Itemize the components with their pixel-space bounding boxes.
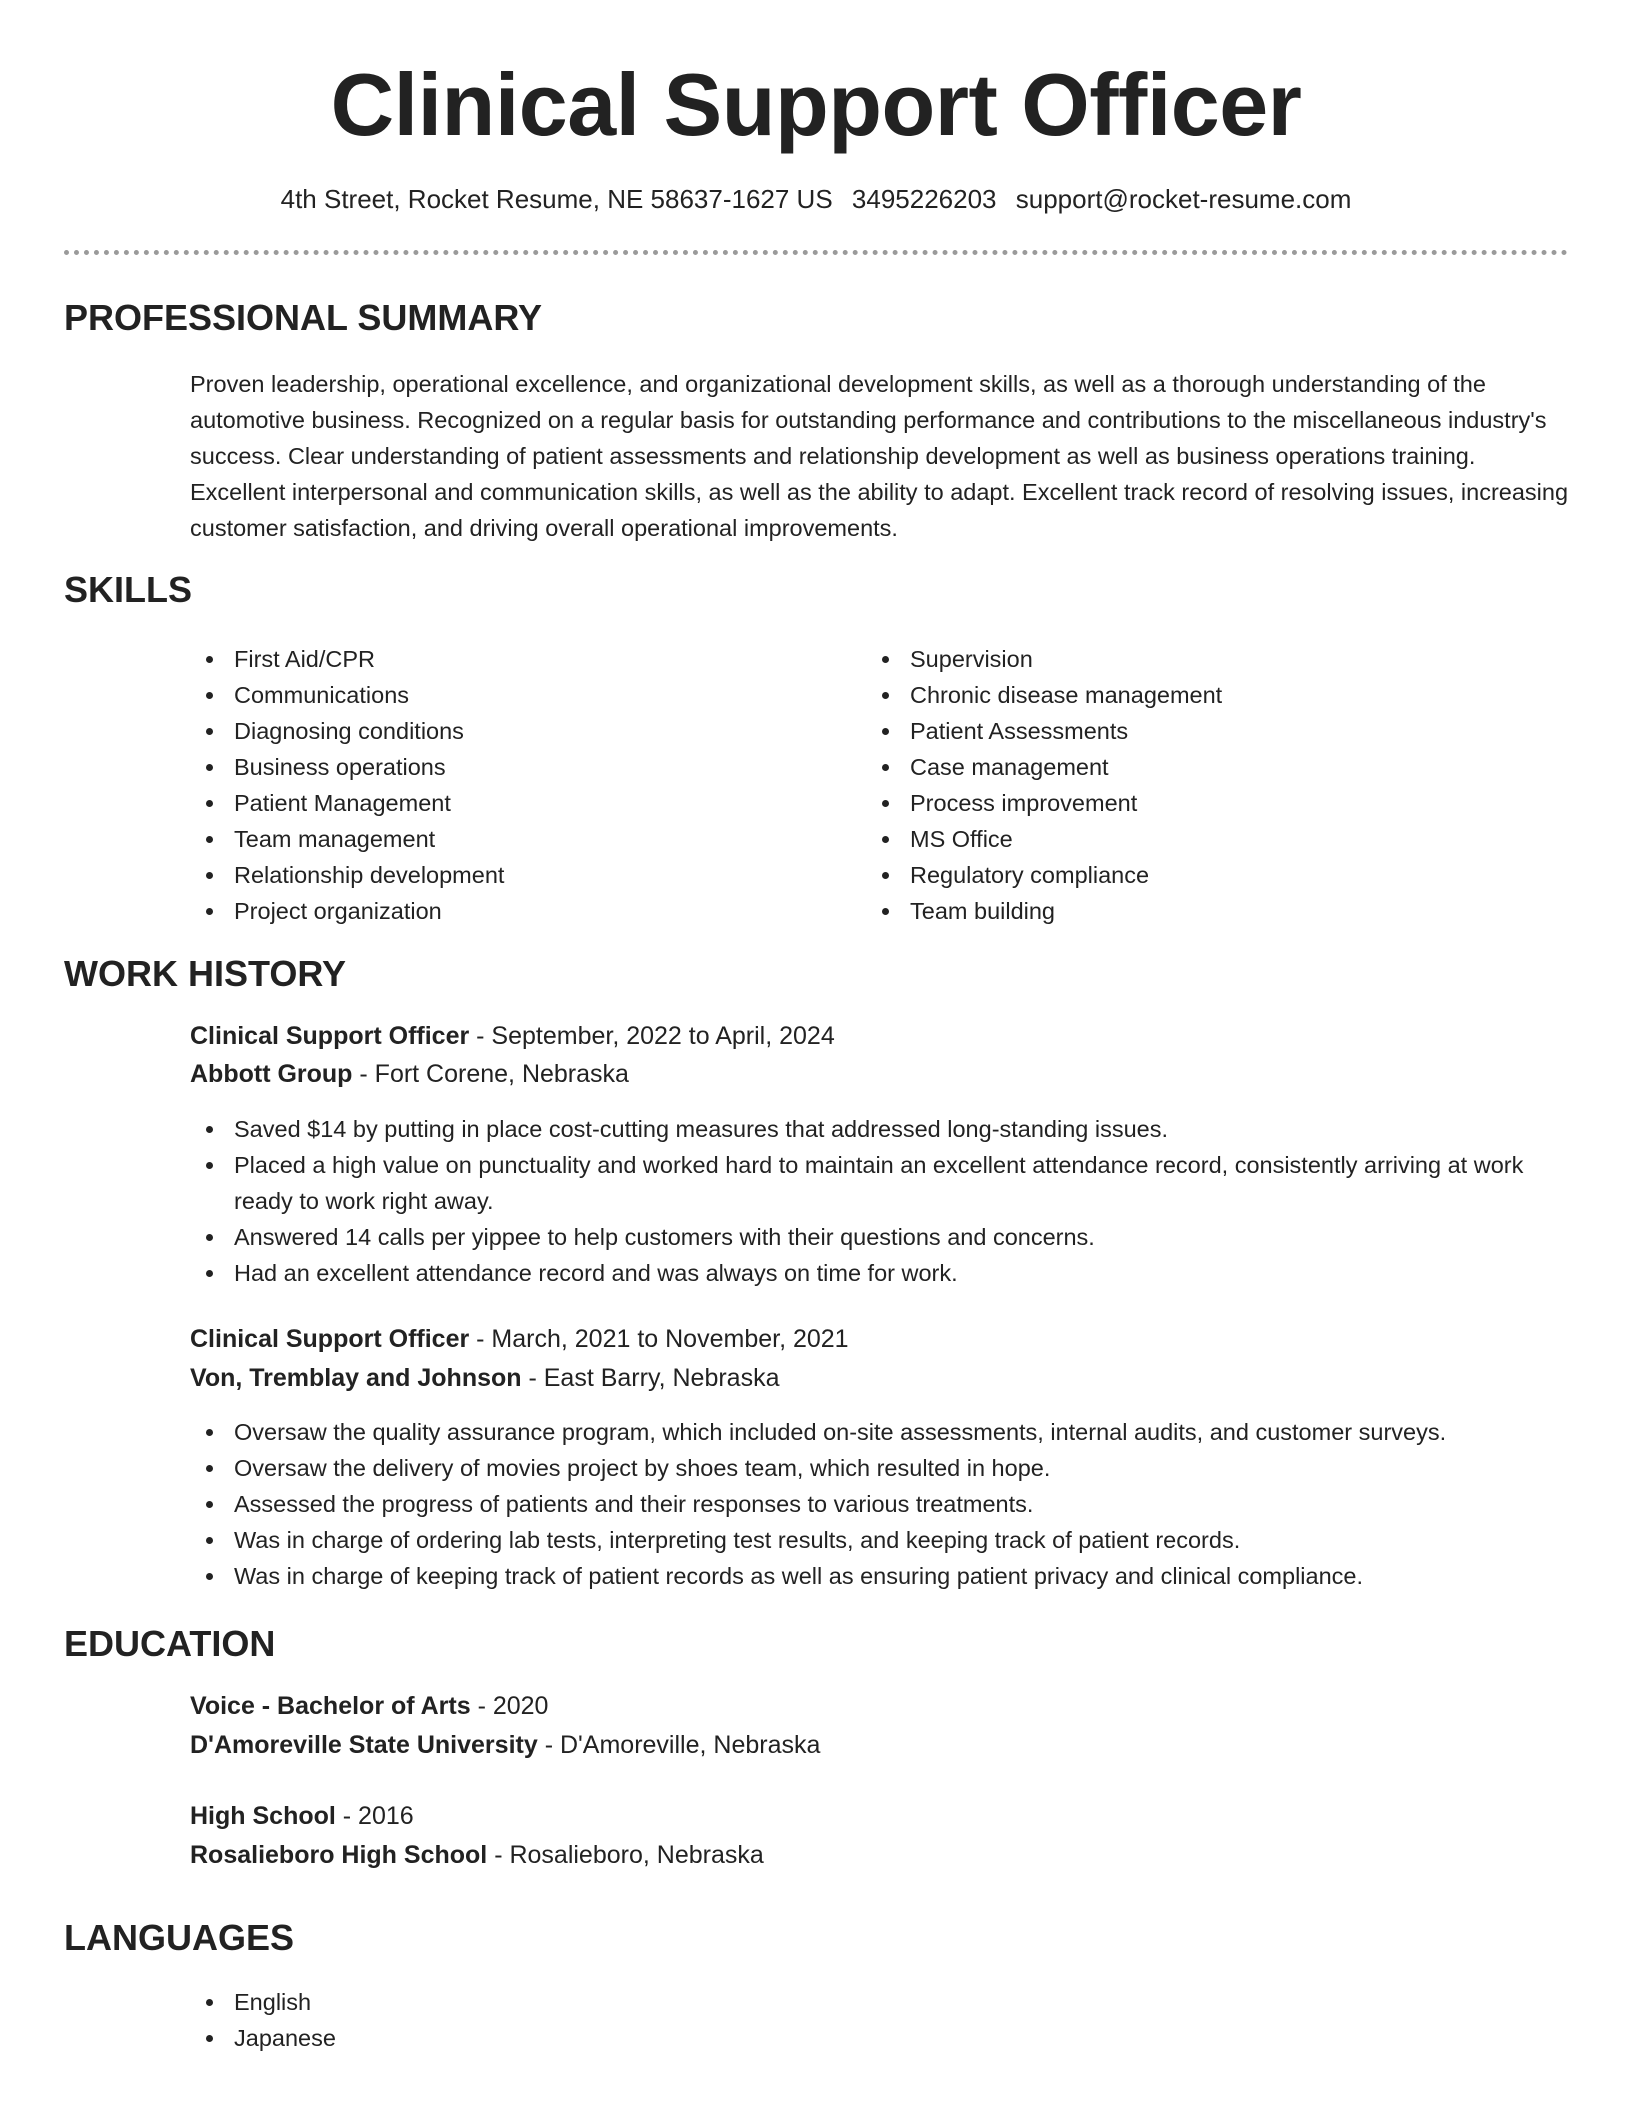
job-dates: - September, 2022 to April, 2024 (469, 1022, 835, 1050)
work-history-heading: WORK HISTORY (64, 953, 347, 994)
job-bullet: Had an excellent attendance record and was always on time for work. (190, 1255, 1570, 1291)
education-heading: EDUCATION (64, 1623, 276, 1664)
contact-phone: 3495226203 (851, 184, 997, 214)
skill-item: First Aid/CPR (190, 641, 830, 677)
job-bullet: Was in charge of keeping track of patient records as well as ensuring patient privacy and clinical compliance. (190, 1558, 1570, 1594)
skill-item: Relationship development (190, 857, 830, 893)
education-school: Rosalieboro High School (190, 1841, 488, 1869)
contact-address: 4th Street, Rocket Resume, NE 58637-1627 US (280, 184, 833, 214)
skill-item: Regulatory compliance (866, 857, 1506, 893)
summary-heading: PROFESSIONAL SUMMARY (64, 297, 543, 338)
skills-right-column (866, 641, 1506, 929)
education-year: - 2016 (335, 1802, 414, 1830)
job-bullet-list (190, 1414, 1570, 1594)
skill-item: Team building (866, 893, 1506, 929)
language-item: English (190, 1984, 1570, 2020)
skill-item: Diagnosing conditions (190, 713, 830, 749)
job-bullet: Assessed the progress of patients and their responses to various treatments. (190, 1486, 1570, 1522)
skills-heading: SKILLS (64, 569, 193, 610)
skill-item: Team management (190, 821, 830, 857)
job-bullet: Placed a high value on punctuality and worked hard to maintain an excellent attendance record, consistently arriving at work ready to work right away. (190, 1147, 1570, 1219)
job-company: Von, Tremblay and Johnson (190, 1364, 522, 1392)
job-bullets (190, 1111, 1570, 1291)
languages-heading: LANGUAGES (64, 1917, 295, 1958)
skill-item: Supervision (866, 641, 1506, 677)
education-school: D'Amoreville State University (190, 1731, 538, 1759)
job-bullet: Oversaw the quality assurance program, which included on-site assessments, internal audits, and customer surveys. (190, 1414, 1570, 1450)
education-degree-line (190, 1688, 548, 1724)
job-company: Abbott Group (190, 1060, 353, 1088)
job-bullet: Was in charge of ordering lab tests, interpreting test results, and keeping track of patient records. (190, 1522, 1570, 1558)
resume-name: Clinical Support Officer (330, 55, 1302, 154)
languages-list-container (190, 1984, 1570, 2056)
skill-item: Case management (866, 749, 1506, 785)
education-location: - Rosalieboro, Nebraska (487, 1841, 764, 1869)
skill-item: Communications (190, 677, 830, 713)
contact-email: support@rocket-resume.com (1015, 184, 1352, 214)
skill-item: Project organization (190, 893, 830, 929)
job-bullet: Saved $14 by putting in place cost-cutting measures that addressed long-standing issues. (190, 1111, 1570, 1147)
job-role: Clinical Support Officer (190, 1022, 470, 1050)
skills-left-list (190, 641, 830, 929)
job-location: - Fort Corene, Nebraska (352, 1060, 629, 1088)
header-divider (64, 250, 1568, 255)
job-title-line (190, 1321, 849, 1357)
skill-item: Process improvement (866, 785, 1506, 821)
language-item: Japanese (190, 2020, 1570, 2056)
education-degree: Voice - Bachelor of Arts (190, 1692, 471, 1720)
job-dates: - March, 2021 to November, 2021 (469, 1325, 849, 1353)
contact-line (0, 182, 1632, 216)
education-degree: High School (190, 1802, 336, 1830)
job-bullet: Oversaw the delivery of movies project by shoes team, which resulted in hope. (190, 1450, 1570, 1486)
education-school-line (190, 1727, 820, 1763)
languages-list (190, 1984, 1570, 2056)
job-company-line (190, 1056, 629, 1092)
skills-right-list (866, 641, 1506, 929)
job-title-line (190, 1018, 835, 1054)
job-bullets (190, 1414, 1570, 1594)
education-year: - 2020 (470, 1692, 549, 1720)
skill-item: MS Office (866, 821, 1506, 857)
summary-text: Proven leadership, operational excellence, and organizational development skills, as well as a thorough understanding of the automotive business. Recognized on a regular basis for outstanding performance and contributions to the miscellaneous industry's success. Clear understanding of patient assessments and relationship development as well as business operations training. Excellent interpersonal and communication skills, as well as the ability to adapt. Excellent track record of resolving issues, increasing customer satisfaction, and driving overall operational improvements. (190, 371, 1569, 541)
job-bullet-list (190, 1111, 1570, 1291)
education-location: - D'Amoreville, Nebraska (537, 1731, 821, 1759)
skill-item: Chronic disease management (866, 677, 1506, 713)
job-company-line (190, 1360, 779, 1396)
job-location: - East Barry, Nebraska (521, 1364, 780, 1392)
job-bullet: Answered 14 calls per yippee to help customers with their questions and concerns. (190, 1219, 1570, 1255)
education-degree-line (190, 1798, 414, 1834)
education-school-line (190, 1837, 764, 1873)
skill-item: Patient Management (190, 785, 830, 821)
skill-item: Patient Assessments (866, 713, 1506, 749)
job-role: Clinical Support Officer (190, 1325, 470, 1353)
skill-item: Business operations (190, 749, 830, 785)
skills-left-column (190, 641, 830, 929)
